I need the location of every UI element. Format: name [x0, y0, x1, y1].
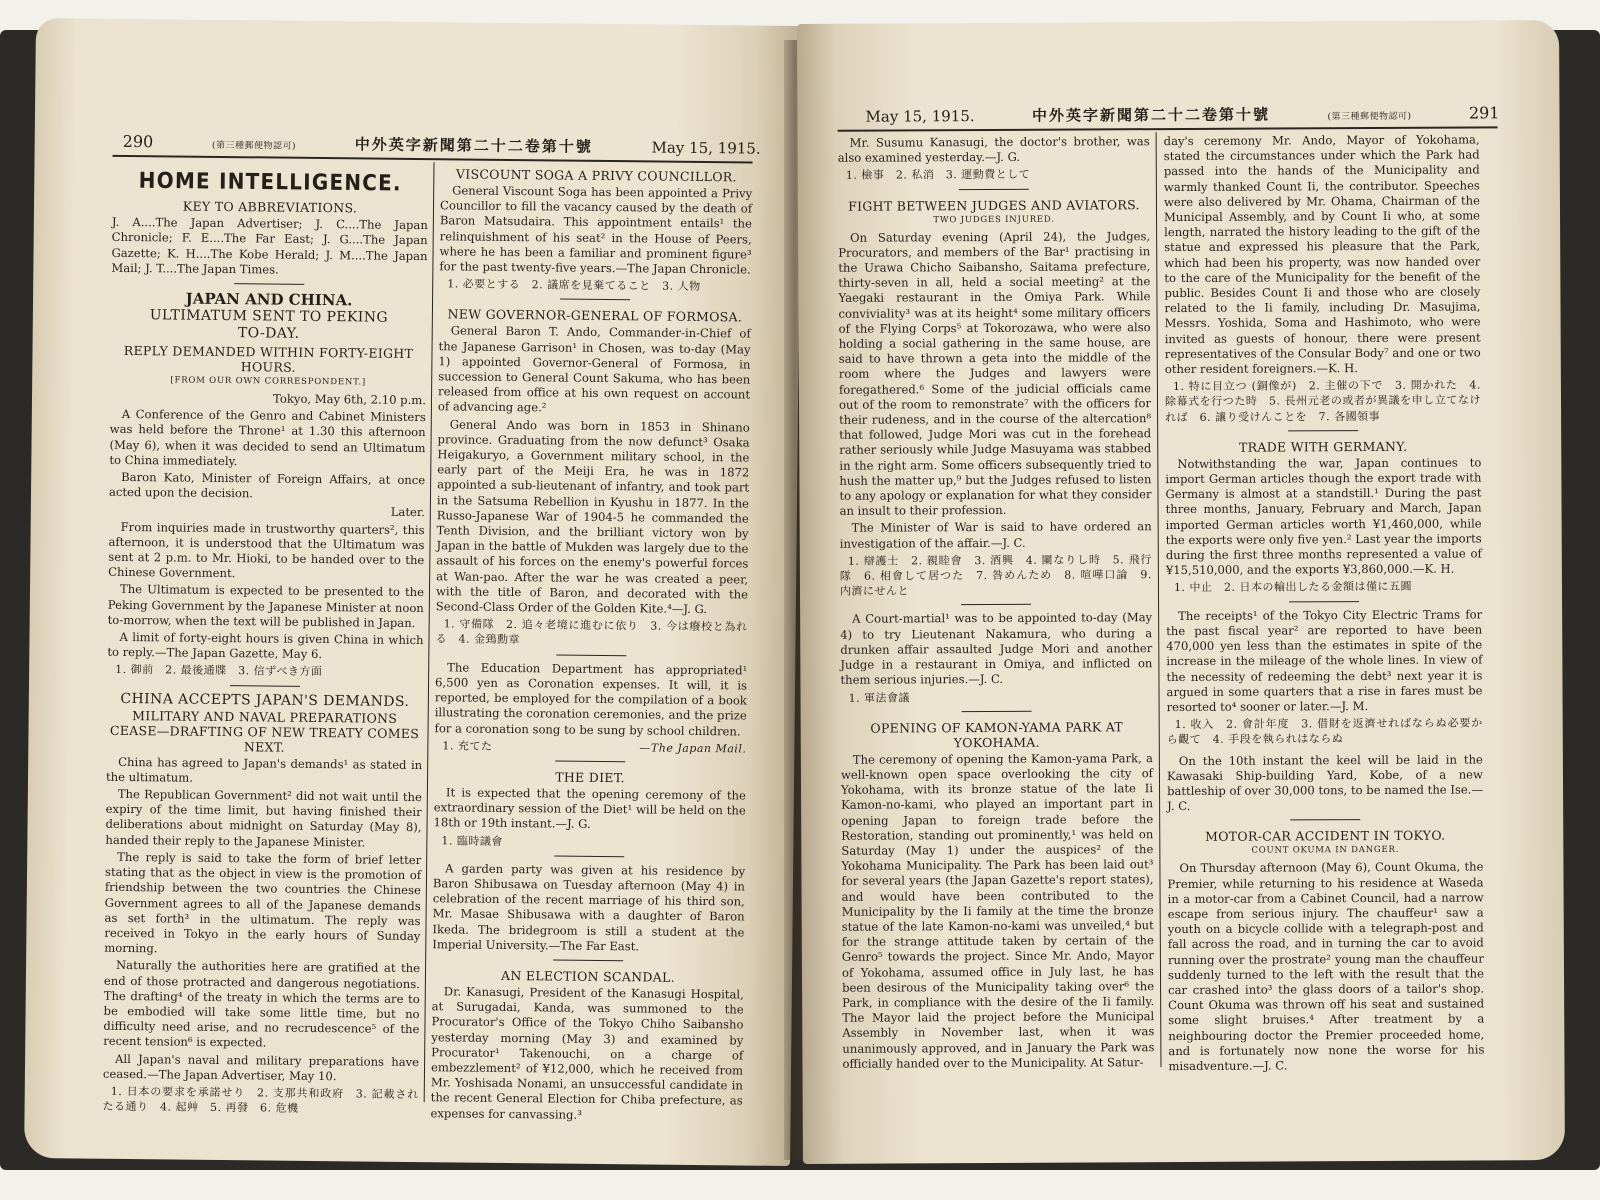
headline: TRADE WITH GERMANY. — [1238, 438, 1408, 455]
section-title: HOME INTELLIGENCE. — [138, 166, 402, 196]
headline: JAPAN AND CHINA. — [185, 289, 353, 310]
paragraph: General Ando was born in 1853 in Shinano province. Graduating from the now defunct³ Osaka Heigakuryo, a Government military school, in the early part of the Meiji Era, he was in 1872 appointed a sub-lieutenant of infantry, and took part in the Satsuma Rebellion in Kyushu in 1877. In the Russo-Japanese War of 1904-5 he commanded the Tenth Division, and the brilliant victory won by Japan in the battle of Mukden was largely due to the assault of his forces on the enemy's powerful forces at Wan-pao. After the war he was created a peer, with the title of Baron, and decorated with the Second-Class Order of the Golden Kite.⁴—J. G. — [435, 417, 750, 617]
divider — [959, 188, 1029, 189]
headline: NEW GOVERNOR-GENERAL OF FORMOSA. — [447, 306, 743, 325]
paragraph: The receipts¹ of the Tokyo City Electric Trams for the past fiscal year² are reported to have been 470,000 yen less than the estimates in spite of the increase in the mileage of the whole lines. In view of the necessity of redeeming the debt³ next year it is argued in some quarters that a rise in fares must be resorted to⁴ sooner or later.—J. M. — [1166, 607, 1483, 714]
footnote: 1. 特に目立つ (銅像が) 2. 主催の下で 3. 開かれた 4. 除幕式を行つた時 5. 長州元老の或者が異議を申し立てなければ 6. 讓り受けんことを 7. 各國領事 — [1164, 378, 1482, 424]
dateline: Tokyo, May 6th, 2.10 p.m. — [273, 391, 427, 408]
paragraph: On the 10th instant the keel will be laid in the Kawasaki Ship-building Yard, Kobe, of a new battleship of over 30,000 tons, to be named the Ise.—J. C. — [1166, 751, 1484, 814]
footnote-text: 1. 充てた — [442, 739, 493, 753]
dateline: Later. — [390, 505, 425, 520]
key-text: J. A....The Japan Advertiser; J. C....The Japan Chronicle; F. E....The Far East; J. G....The Japan Gazette; K. H....The Kobe Herald; J. M....The Japan Mail; J. T....The Japan Times. — [111, 215, 428, 277]
divider — [1289, 601, 1359, 602]
byline: [FROM OUR OWN CORRESPONDENT.] — [170, 375, 367, 388]
paragraph: The Republican Government² did not wait until the expiry of the time limit, but having finished their deliberations about midnight on Saturday (May 8), handed their reply to the Japanese Minister. — [105, 786, 422, 850]
paragraph: The Minister of War is said to have ordered an investigation of the affair.—J. C. — [839, 519, 1152, 551]
footnote — [434, 738, 746, 756]
divider — [556, 654, 626, 656]
footnote: 1. 臨時議會 — [441, 833, 503, 848]
paragraph: A garden party was given at his residence by Baron Shibusawa on Tuesday afternoon (May 4) in celebration of the recent marriage of his third son, Mr. Masae Shibusawa with a daughter of Baron Ikeda. The bridegroom is still a student at the Imperial University.—The Far East. — [432, 861, 746, 954]
paragraph: Baron Kato, Minister of Foreign Affairs, at once acted upon the decision. — [108, 469, 426, 501]
paragraph: A Conference of the Genro and Cabinet Ministers was held before the Throne¹ at 1.30 this afternoon (May 6), when it was decided to send an Ultimatum to China immediately. — [109, 407, 426, 468]
paragraph: A limit of forty-eight hours is given China in which to reply.—The Japan Gazette, May 6. — [107, 629, 424, 662]
headline: CHINA ACCEPTS JAPAN'S DEMANDS. — [120, 690, 410, 710]
paragraph: China has agreed to Japan's demands¹ as stated in the ultimatum. — [105, 754, 423, 785]
divider — [1288, 430, 1358, 431]
subheadline: MILITARY AND NAVAL PREPARATIONS CEASE—DRAFTING OF NEW TREATY COMES NEXT. — [109, 707, 420, 755]
headline: AN ELECTION SCANDAL. — [500, 967, 676, 985]
column-divider — [1156, 132, 1162, 1067]
key-heading: KEY TO ABBREVIATIONS. — [182, 198, 358, 216]
paragraph: Dr. Kanasugi, President of the Kanasugi Hospital, at Surugadai, Kanda, was summoned to the Procurator's Office of the Tokyo Chiho Saibansho yesterday morning (May 3) and examined by Procurator¹ Takenouchi, on a charge of embezzlement² of ¥12,000, which he received from Mr. Yoshisada Nonami, an unsuccessful candidate in the recent General Election for Chiba prefecture, as expenses for canvassing.³ — [430, 984, 744, 1122]
divider — [1290, 819, 1360, 820]
header-rule — [838, 126, 1498, 131]
footnote: 1. 軍法會議 — [848, 690, 911, 705]
paragraph: General Viscount Soga has been appointed a Privy Councillor to fill the vacancy caused by the death of Baron Matsudaira. This appointment entails¹ the relinquishment of his seat² in the House of Peers, where he has been a familiar and prominent figure³ for the past twenty-five years.—The Japan Chronicle. — [439, 183, 753, 277]
divider — [962, 710, 1032, 711]
left-page — [24, 18, 802, 1166]
journal-title: 中外英字新聞第二十二卷第十號 — [354, 135, 593, 156]
left-column-2 — [430, 166, 752, 1126]
left-column-1 — [102, 167, 428, 1124]
paragraph: General Baron T. Ando, Commander-in-Chief of the Japanese Garrison¹ in Chosen, was to-day (May 1) appointed Governor-General of Formosa, in succession to General Count Sakuma, who has been released from office at his own request on account of advancing age.² — [437, 323, 751, 415]
issue-date: May 15, 1915. — [865, 107, 975, 126]
right-header — [797, 102, 1559, 127]
divider — [555, 760, 625, 762]
paragraph: Naturally the authorities here are gratified at the end of those protracted and dangerous negotiations. The drafting⁴ of the treaty in which the terms are to be embodied will take some little time, but no difficulty need arise, and no recrudescence⁵ of the recent tension⁶ is expected. — [103, 958, 421, 1050]
divider — [553, 959, 623, 961]
paragraph: Notwithstanding the war, Japan continues to import German articles though the export trade with Germany is almost at a standstill.¹ During the past three months, January, February and March, Japan imported German articles worth ¥1,460,000, while the exports were only five yen.² Last year the imports during the first three months represented a value of ¥15,510,000, and the exports ¥3,860,000.—K. H. — [1165, 455, 1482, 578]
footnote: 1. 辯護士 2. 親睦會 3. 酒興 4. 闌なりし時 5. 飛行隊 6. 相會して居つた 7. 咎めんため 8. 喧嘩口論 9. 内濟にせんと — [839, 553, 1152, 599]
postal-permit: (第三種郵便物認可) — [1327, 111, 1412, 123]
divider — [234, 283, 304, 285]
headline: FIGHT BETWEEN JUDGES AND AVIATORS. — [848, 196, 1140, 214]
headline: VISCOUNT SOGA A PRIVY COUNCILLOR. — [455, 166, 737, 185]
paragraph: All Japan's naval and military preparations have ceased.—The Japan Advertiser, May 10. — [102, 1051, 420, 1083]
paragraph: The reply is said to take the form of brief letter stating that as the object in view is the promotion of friendship between the two countries the Chinese Government agrees to all of the Japanese demands as set forth³ in the ultimatum. The reply was received in Tokyo in the early hours of Sunday morning. — [104, 849, 422, 956]
footnote: 1. 御前 2. 最後通牒 3. 信ずべき方面 — [115, 663, 323, 679]
postal-permit: (第三種郵便物認可) — [211, 140, 297, 152]
source-credit: —The Japan Mail. — [639, 741, 747, 756]
subheadline: COUNT OKUMA IN DANGER. — [1251, 845, 1400, 856]
paragraph: day's ceremony Mr. Ando, Mayor of Yokohama, stated the circumstances under which the Park had passed into the hands of the Municipality and warmly thanked Count Ii, the contributor. Speeches were also delivered by Mr. Ohama, Chairman of the Municipal Assembly, and by Count Ii who, at some length, narrated the history leading to the gift of the statue and expressed his pleasure that the Park, which had been his property, was now handed over to the care of the Municipality for the benefit of the public. Besides Count Ii and those who are closely related to the Ii family, including Dr. Masujima, Messrs. Yoshida, Soma and Hashimoto, who were invited as guests of honour, there were present representatives of the Consular Body⁷ and one or two other resident foreigners.—K. H. — [1163, 132, 1481, 377]
paragraph: A Court-martial¹ was to be appointed to-day (May 4) to try Lieutenant Nakamura, who during a drunken affair assaulted Judge Mori and another Judge in a restaurant in Omiya, and inflicted on them serious injuries.—J. C. — [840, 610, 1153, 688]
paragraph: On Saturday evening (April 24), the Judges, Procurators, and members of the Bar¹ practising in the Urawa Chicho Saibansho, Saitama prefecture, thirty-seven in all, held a social meeting² at the Yaegaki restaurant in the Omiya Park. While conviviality³ was at its height⁴ some military officers of the Flying Corps⁵ at Tokorozawa, who were also holding a social gathering in the same house, are said to have thrown a geta into the middle of the room where the Judges and lawyers were foregathered.⁶ Some of the judicial officials came out of the room to remonstrate⁷ with the officers for their rudeness, and in the course of the altercation⁸ that followed, Judge Mori was cut in the forehead rather seriously while Judge Masuyama was stabbed in the right arm. Some officers subsequently tried to hush the matter up,⁹ but the Judges refused to listen to any apology or explanation for what they consider an insult to their profession. — [838, 228, 1152, 519]
subheadline: REPLY DEMANDED WITHIN FORTY-EIGHT HOURS. — [123, 342, 414, 375]
headline: THE DIET. — [555, 769, 625, 786]
paragraph: Mr. Susumu Kanasugi, the doctor's brother, was also examined yesterday.—J. G. — [837, 134, 1150, 165]
divider — [560, 299, 630, 301]
subheadline: ULTIMATUM SENT TO PEKING — [149, 307, 389, 326]
page-number: 290 — [122, 131, 154, 152]
divider — [554, 855, 624, 857]
headline: OPENING OF KAMON-YAMA PARK AT YOKOHAMA. — [870, 719, 1124, 750]
subheadline: TWO JUDGES INJURED. — [933, 214, 1055, 225]
paragraph: On Thursday afternoon (May 6), Count Okuma, the Premier, while returning to his residence at Waseda in a motor-car from a Cabinet Council, had a narrow escape from serious injury. The chauffeur¹ saw a youth on a bicycle collide with a telegraph-post and fall across the road, and in turning the car to avoid running over the prostrate² young man the chauffeur suddenly turned to the left with the result that the car crashed into³ the glass doors of a tailor's shop. Count Okuma was thrown off his seat and sustained some slight bruises.⁴ After treatment by a neighbouring doctor the Premier proceeded home, and is fortunately now none the worse for his misadventure.—J. C. — [1167, 859, 1485, 1074]
paragraph: The Education Department has appropriated¹ 6,500 yen as Coronation expenses. It will, it is reported, be employed for the compilation of a book illustrating the coronation ceremonies, and the prize for a coronation song to be sung by school children. — [434, 660, 748, 738]
footnote: 1. 中止 2. 日本の輸出したる金額は僅に五圓 — [1173, 580, 1412, 595]
paragraph: From inquiries made in trustworthy quarters², this afternoon, it is understood that the Ultimatum was sent at 2 p.m. to Mr. Hioki, to be handed over to the Chinese Government. — [108, 519, 425, 581]
journal-title: 中外英字新聞第二十二卷第十號 — [1031, 105, 1271, 125]
right-column-2 — [1164, 132, 1485, 1076]
footnote: 1. 日本の要求を承諾せり 2. 支那共和政府 3. 記載されたる通り 4. 起艸 5. 再發 6. 危機 — [102, 1084, 419, 1115]
footnote: 1. 收入 2. 會計年度 3. 借財を返濟せればならぬ必要から觀て 4. 手段を執られはならぬ — [1166, 716, 1483, 747]
paragraph: The Ultimatum is expected to be presented to the Peking Government by the Japanese Minister at noon to-morrow, when the text will be published in Japan. — [107, 582, 425, 630]
issue-date: May 15, 1915. — [651, 138, 761, 158]
subheadline: TO-DAY. — [237, 325, 300, 342]
paragraph: The ceremony of opening the Kamon-yama Park, a well-known open space overlooking the city of Yokohama, with its bronze statue of the late Ii Kamon-no-kami, who played an important part in opening Japan to foreign trade before the Restoration, standing out prominently,¹ was held on Saturday (May 1) under the auspices² of the Yokohama Municipality. The Park has been laid out³ for several years (the Japan Gazette's report states), and would have been contributed to the Municipality by the Ii family at the time the bronze statue of the late Kamon-no-kami was unveiled,⁴ but for the strange attitude taken by certain of the Genro⁵ towards the project. Since Mr. Ando, Mayor of Yokohama, assumed office in July last, he has been desirous of the Municipality taking over⁶ the Park, in compliance with the desire of the Ii family. The Mayor laid the project before the Municipal Assembly in November last, when it was unanimously approved, and in January the Park was officially handed over to the Municipality. At Satur- — [840, 750, 1155, 1071]
right-column-1 — [838, 134, 1155, 1074]
headline: MOTOR-CAR ACCIDENT IN TOKYO. — [1205, 827, 1446, 845]
divider — [961, 604, 1031, 605]
footnote: 1. 必要とする 2. 議席を見棄てること 3. 人物 — [447, 277, 701, 294]
paragraph: It is expected that the opening ceremony of the extraordinary session of the Diet¹ will be held on the 18th or 19th instant.—J. G. — [433, 785, 746, 832]
footnote: 1. 檢事 2. 私消 3. 運動費として — [845, 168, 1031, 183]
right-page — [797, 20, 1565, 1164]
divider — [230, 685, 300, 687]
page-number: 291 — [1468, 103, 1500, 123]
footnote: 1. 守備隊 2. 追々老境に進むに依り 3. 今は癈校と為れる 4. 金鵄勳章 — [435, 617, 748, 647]
